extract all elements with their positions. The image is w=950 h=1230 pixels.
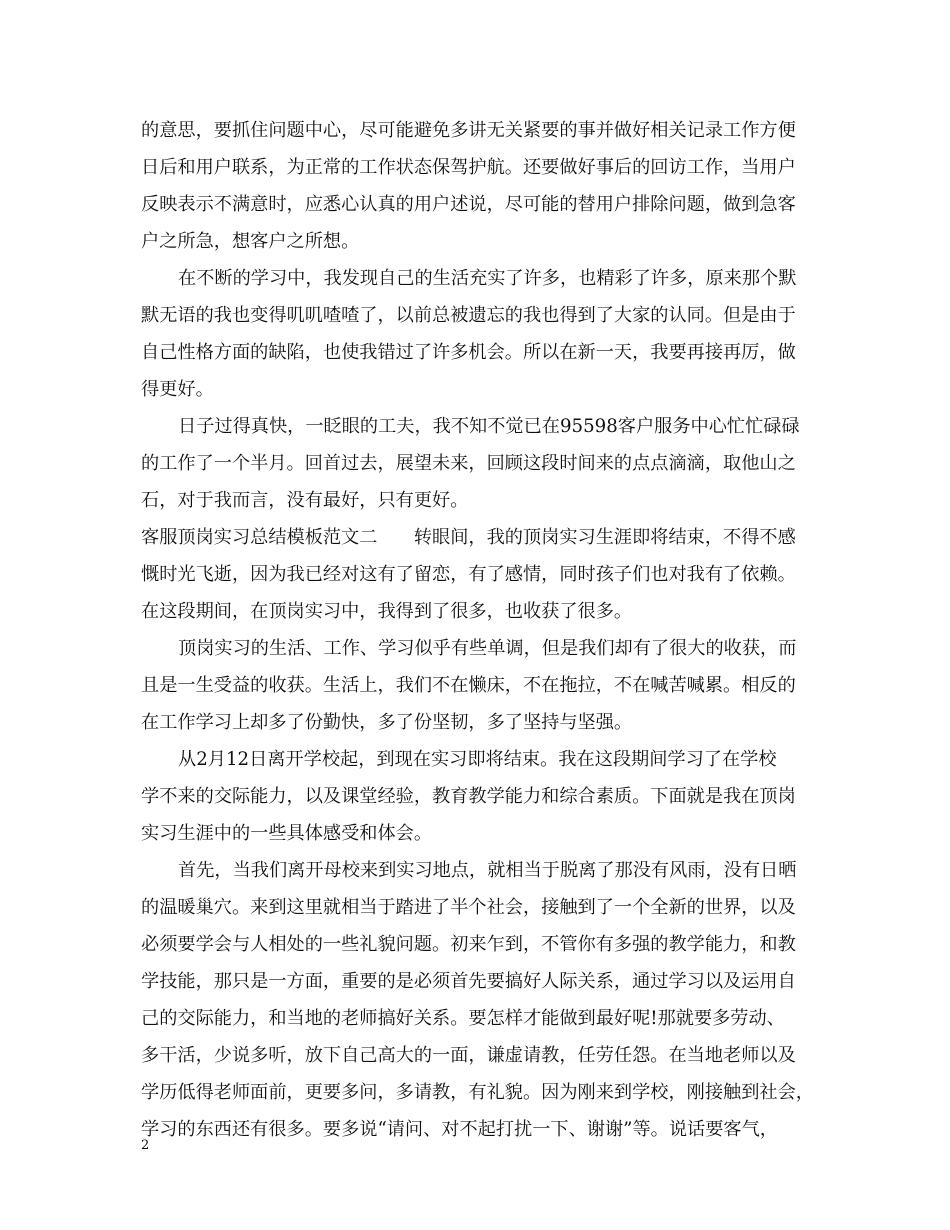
text-line: 的工作了一个半月。回首过去，展望未来，回顾这段时间来的点点滴滴，取他山之 <box>141 453 796 474</box>
text-line: 自己性格方面的缺陷，也使我错过了许多机会。所以在新一天，我要再接再厉，做 <box>141 342 796 363</box>
text-line: 多干活，少说多听，放下自己高大的一面，谦虚请教，任劳任怨。在当地老师以及 <box>141 1045 796 1066</box>
text-line: 学技能，那只是一方面，重要的是必须首先要搞好人际关系，通过学习以及运用自 <box>141 971 796 992</box>
text-line: 反映表示不满意时，应悉心认真的用户述说，尽可能的替用户排除问题，做到急客 <box>141 194 796 215</box>
text-line: 的温暖巢穴。来到这里就相当于踏进了半个社会，接触到了一个全新的世界，以及 <box>141 897 796 918</box>
paragraph-first-line: 顶岗实习的生活、工作、学习似乎有些单调，但是我们却有了很大的收获，而 <box>178 638 797 659</box>
paragraph-first-line: 日子过得真快，一眨眼的工夫，我不知不觉已在95598客户服务中心忙忙碌碌 <box>178 416 800 437</box>
text-line: 学历低得老师面前，更要多问，多请教，有礼貌。因为刚来到学校，刚接触到社会， <box>141 1082 814 1103</box>
paragraph-first-line: 首先，当我们离开母校来到实习地点，就相当于脱离了那没有风雨，没有日晒 <box>178 860 797 881</box>
text-line: 在工作学习上却多了份勤快，多了份坚韧，多了坚持与坚强。 <box>141 712 633 733</box>
text-line: 慨时光飞逝，因为我已经对这有了留恋，有了感情，同时孩子们也对我有了依赖。 <box>141 564 796 585</box>
text-line: 户之所急，想客户之所想。 <box>141 231 360 252</box>
page-number: 2 <box>141 1138 150 1153</box>
text-line: 学不来的交际能力，以及课堂经验，教育教学能力和综合素质。下面就是我在顶岗 <box>141 786 796 807</box>
text-line: 默无语的我也变得叽叽喳喳了，以前总被遗忘的我也得到了大家的认同。但是由于 <box>141 305 796 326</box>
text-line: 石，对于我而言，没有最好，只有更好。 <box>141 490 469 511</box>
text-line: 且是一生受益的收获。生活上，我们不在懒床，不在拖拉，不在喊苦喊累。相反的 <box>141 675 796 696</box>
text-line: 学习的东西还有很多。要多说“请问、对不起打扰一下、谢谢”等。说话要客气， <box>141 1119 778 1140</box>
paragraph-first-line: 在不断的学习中，我发现自己的生活充实了许多，也精彩了许多，原来那个默 <box>178 268 797 289</box>
body-text <box>141 112 813 1148</box>
paragraph-first-line: 从2月12日离开学校起，到现在实习即将结束。我在这段期间学习了在学校 <box>178 749 777 770</box>
text-line: 实习生涯中的一些具体感受和体会。 <box>141 823 433 844</box>
text-line: 己的交际能力，和当地的老师搞好关系。要怎样才能做到最好呢!那就要多劳动、 <box>141 1008 785 1029</box>
text-line: 日后和用户联系，为正常的工作状态保驾护航。还要做好事后的回访工作，当用户 <box>141 157 796 178</box>
text-line: 在这段期间，在顶岗实习中，我得到了很多，也收获了很多。 <box>141 601 633 622</box>
text-line: 得更好。 <box>141 379 214 400</box>
section-title-line: 客服顶岗实习总结模板范文二 转眼间，我的顶岗实习生涯即将结束，不得不感 <box>141 527 796 548</box>
text-line: 必须要学会与人相处的一些礼貌问题。初来乍到，不管你有多强的教学能力，和教 <box>141 934 796 955</box>
text-line: 的意思，要抓住问题中心，尽可能避免多讲无关紧要的事并做好相关记录工作方便 <box>141 120 796 141</box>
